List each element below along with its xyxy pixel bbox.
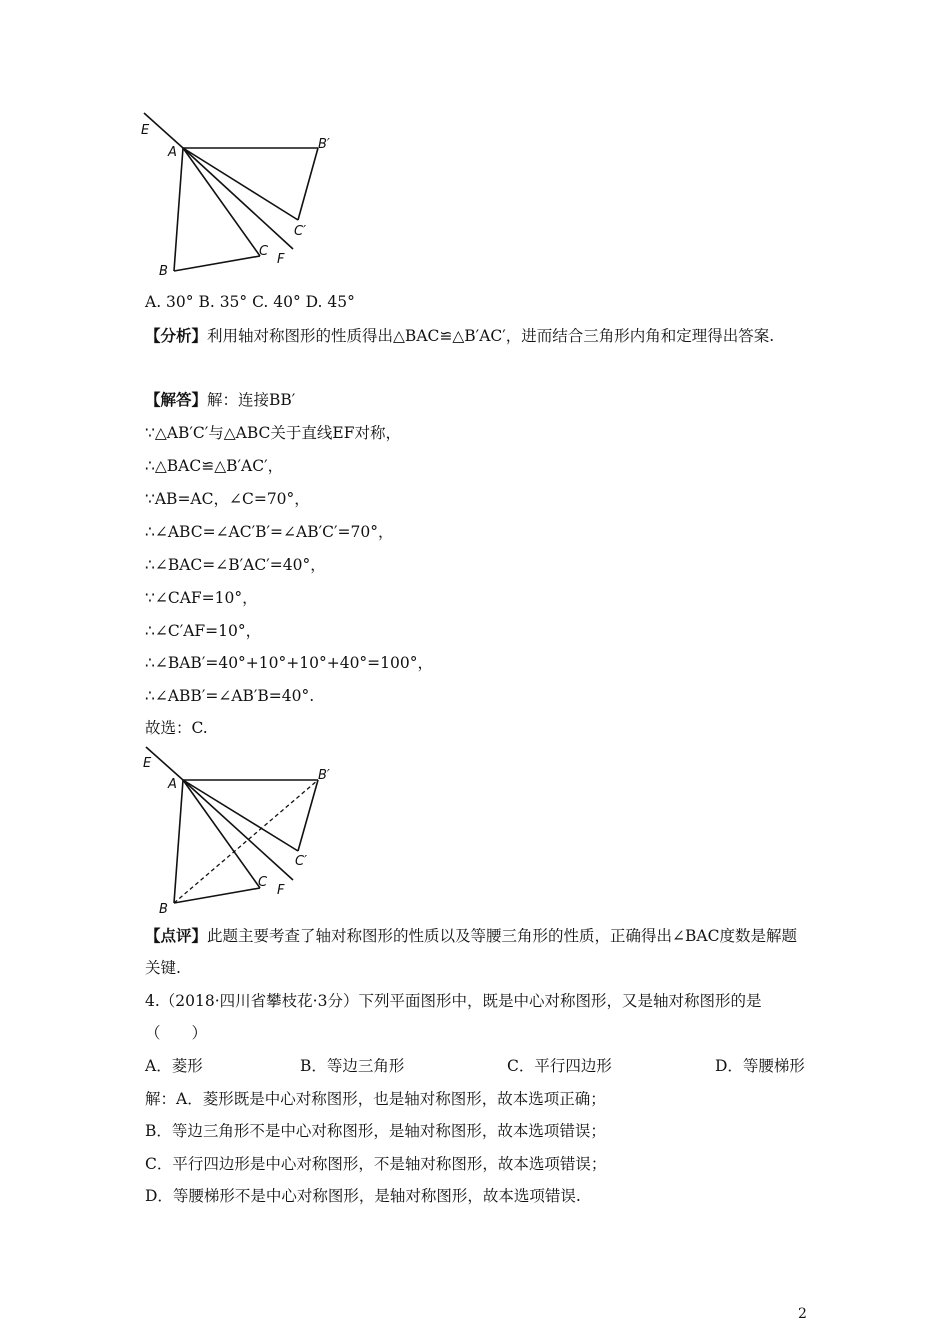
comment-text: 此题主要考查了轴对称图形的性质以及等腰三角形的性质，正确得出∠BAC度数是解题关键. bbox=[145, 927, 797, 977]
label-b: B bbox=[159, 902, 168, 913]
label-a: A bbox=[168, 777, 177, 792]
solution-intro-line bbox=[145, 390, 295, 410]
q4-answer-line: B．等边三角形不是中心对称图形，是轴对称图形，故本选项错误； bbox=[145, 1122, 606, 1140]
q4-stem: 4.（2018·四川省攀枝花·3分）下列平面图形中，既是中心对称图形，又是轴对称图形的是（ ） bbox=[145, 992, 762, 1042]
q4-option-a: A．菱形 bbox=[145, 1057, 203, 1075]
label-f: F bbox=[277, 252, 285, 267]
label-b: B bbox=[159, 264, 168, 279]
label-c-prime: C′ bbox=[295, 854, 308, 869]
q4-answer-line: 解：A．菱形既是中心对称图形，也是轴对称图形，故本选项正确； bbox=[145, 1090, 606, 1108]
comment-block bbox=[145, 920, 810, 984]
label-c-prime: C′ bbox=[294, 224, 307, 239]
solution-step: ∴△BAC≌△B′AC′， bbox=[145, 457, 284, 475]
solution-step: ∵△AB′C′与△ABC关于直线EF对称， bbox=[145, 424, 401, 442]
solution-intro: 解：连接BB′ bbox=[207, 391, 296, 409]
solution-step: ∵AB=AC，∠C=70°， bbox=[145, 490, 310, 508]
label-c: C bbox=[258, 875, 268, 890]
solution-choice: 故选：C. bbox=[145, 719, 208, 737]
analysis-tag: 【分析】 bbox=[145, 326, 208, 345]
q3-options: A. 30° B. 35° C. 40° D. 45° bbox=[145, 293, 355, 311]
q4-answer-line: C．平行四边形是中心对称图形，不是轴对称图形，故本选项错误； bbox=[145, 1155, 607, 1173]
q4-answer-line: D．等腰梯形不是中心对称图形，是轴对称图形，故本选项错误. bbox=[145, 1187, 581, 1205]
solution-step: ∴∠ABB′=∠AB′B=40°. bbox=[145, 687, 315, 705]
solution-tag: 【解答】 bbox=[145, 390, 208, 409]
solution-step: ∴∠C′AF=10°， bbox=[145, 622, 262, 640]
label-a: A bbox=[168, 145, 177, 160]
q4-option-b: B．等边三角形 bbox=[300, 1057, 405, 1075]
label-e: E bbox=[141, 123, 150, 138]
geometry-figure-1 bbox=[138, 108, 338, 283]
solution-step: ∴∠BAC=∠B′AC′=40°， bbox=[145, 556, 326, 574]
analysis-block bbox=[145, 320, 810, 352]
label-c: C bbox=[259, 244, 269, 259]
q4-option-d: D．等腰梯形 bbox=[715, 1057, 805, 1075]
page-number: 2 bbox=[798, 1306, 807, 1322]
analysis-text: 利用轴对称图形的性质得出△BAC≌△B′AC′，进而结合三角形内角和定理得出答案. bbox=[207, 327, 775, 345]
solution-step: ∵∠CAF=10°， bbox=[145, 589, 258, 607]
solution-step: ∴∠ABC=∠AC′B′=∠AB′C′=70°， bbox=[145, 523, 394, 541]
comment-tag: 【点评】 bbox=[145, 926, 208, 945]
geometry-figure-2 bbox=[138, 743, 338, 913]
label-e: E bbox=[143, 756, 152, 771]
q4-option-c: C．平行四边形 bbox=[507, 1057, 612, 1075]
label-f: F bbox=[277, 883, 285, 898]
solution-step: ∴∠BAB′=40°+10°+10°+40°=100°， bbox=[145, 654, 434, 672]
label-b-prime: B′ bbox=[318, 137, 330, 152]
label-b-prime: B′ bbox=[318, 768, 330, 783]
